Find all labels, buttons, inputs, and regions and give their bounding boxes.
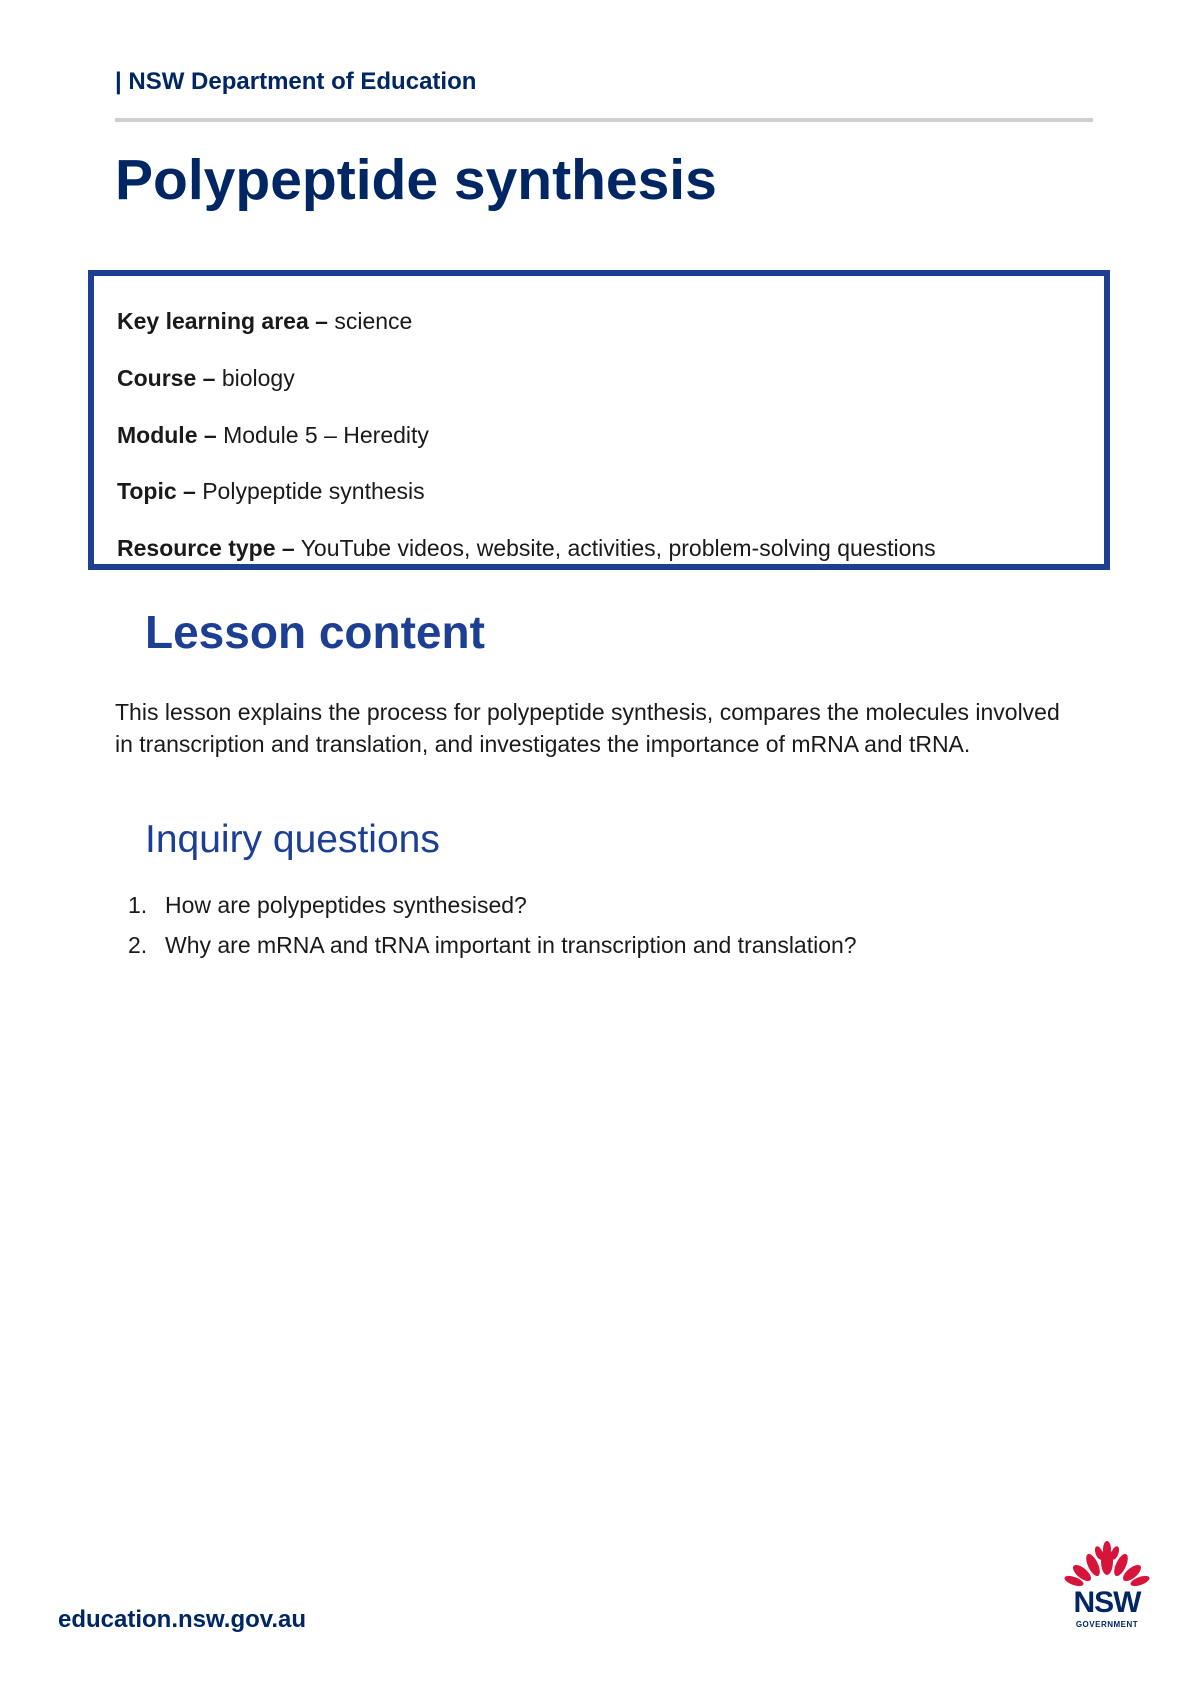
- nsw-logo-subtext: GOVERNMENT: [1075, 1620, 1139, 1629]
- info-box: [88, 270, 1110, 570]
- footer-url: education.nsw.gov.au: [58, 1606, 307, 1633]
- info-row-topic: [117, 478, 425, 505]
- lesson-paragraph: This lesson explains the process for polypeptide synthesis, compares the molecules involved in transcription and translation, and investigates the importance of mRNA and tRNA.: [115, 699, 1060, 757]
- info-value: Module 5 – Heredity: [223, 422, 429, 448]
- info-key: Course: [117, 365, 197, 391]
- info-key: Resource type: [117, 535, 276, 561]
- info-value: Polypeptide synthesis: [202, 478, 425, 504]
- lesson-content-heading: Lesson content: [145, 606, 485, 658]
- header-divider: [115, 118, 1093, 122]
- info-row-module: [117, 422, 429, 449]
- info-key: Key learning area: [117, 308, 309, 334]
- info-row-key-learning-area: [117, 308, 412, 335]
- inquiry-question-list: [128, 890, 857, 970]
- info-key: Module: [117, 422, 198, 448]
- inquiry-questions-heading: Inquiry questions: [145, 818, 440, 861]
- question-text: How are polypeptides synthesised?: [165, 892, 527, 918]
- list-number: 1.: [128, 892, 148, 918]
- info-dash: –: [203, 422, 217, 448]
- info-value: biology: [221, 365, 295, 391]
- list-number: 2.: [128, 932, 148, 958]
- info-key: Topic: [117, 478, 177, 504]
- nsw-logo-text: NSW: [1073, 1586, 1141, 1619]
- info-dash: –: [315, 308, 328, 334]
- info-value: YouTube videos, website, activities, problem-solving questions: [300, 535, 936, 561]
- question-text: Why are mRNA and tRNA important in transcription and translation?: [165, 932, 857, 958]
- info-value: science: [334, 308, 413, 334]
- department-header: | NSW Department of Education: [115, 68, 477, 95]
- page-title: Polypeptide synthesis: [115, 148, 717, 212]
- info-dash: –: [202, 365, 216, 391]
- list-item: [128, 890, 857, 920]
- info-dash: –: [281, 535, 295, 561]
- info-row-course: [117, 365, 295, 392]
- list-item: [128, 930, 857, 960]
- info-row-resource-type: [117, 535, 936, 562]
- info-dash: –: [183, 478, 196, 504]
